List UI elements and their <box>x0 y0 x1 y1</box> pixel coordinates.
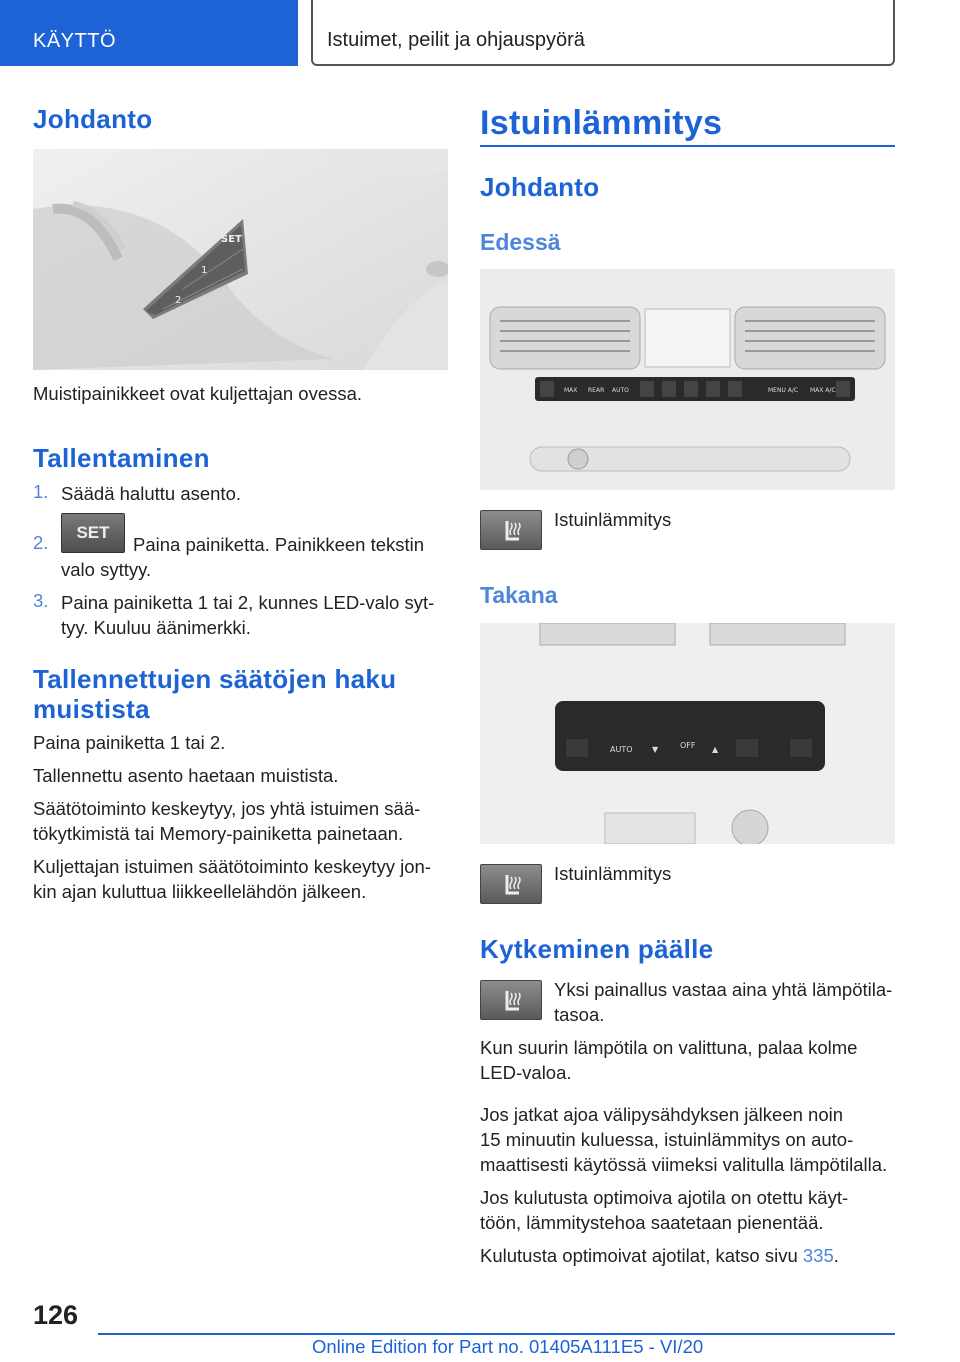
eco-mode-line1: Jos kulutusta optimoiva ajotila on otettu käyt- <box>480 1187 849 1208</box>
front-label-auto: AUTO <box>612 387 629 394</box>
rear-heading: Takana <box>480 582 558 608</box>
front-label-max-ac: MAX A/C <box>810 387 836 394</box>
restart-line2: 15 minuutin kuluessa, istuinlämmitys on auto- <box>480 1129 854 1150</box>
door-memory-buttons-photo <box>33 149 448 370</box>
save-heading: Tallentaminen <box>33 443 210 473</box>
front-caption: Istuinlämmitys <box>554 509 672 530</box>
chapter-title: Istuimet, peilit ja ohjauspyörä <box>327 29 585 51</box>
step-3-text-line2: tyy. Kuuluu äänimerkki. <box>61 617 251 638</box>
seat-heating-icon-switch <box>480 980 542 1020</box>
recall-paragraph-3-line1: Säätötoiminto keskeytyy, jos yhtä istuimen sää- <box>33 798 421 819</box>
footer-rule <box>98 1333 895 1335</box>
step-1-number: 1. <box>33 481 49 502</box>
recall-heading-line2: muistista <box>33 694 150 724</box>
step-2-number: 2. <box>33 532 49 553</box>
set-button-icon: SET <box>61 513 125 553</box>
rear-label-auto: AUTO <box>610 745 633 754</box>
section-tab <box>0 0 298 66</box>
step-2-text-line2: valo syttyy. <box>61 559 152 580</box>
recall-paragraph-3-line2: tökytkimistä tai Memory-painiketta painetaan. <box>33 823 404 844</box>
max-temp-line2: LED-valoa. <box>480 1062 572 1083</box>
recall-paragraph-4-line2: kin ajan kuluttua liikkeellelähdön jälkeen. <box>33 881 367 902</box>
switch-on-text-line2: tasoa. <box>554 1004 605 1025</box>
seat-heating-icon-rear <box>480 864 542 904</box>
step-3-text-line1: Paina painiketta 1 tai 2, kunnes LED-valo syt- <box>61 592 435 613</box>
front-label-max: MAX <box>564 387 578 394</box>
seat-heat-glyph <box>481 865 543 905</box>
switch-on-heading: Kytkeminen päälle <box>480 934 714 964</box>
recall-heading-line1: Tallennettujen säätöjen haku <box>33 664 397 694</box>
restart-line1: Jos jatkat ajoa välipysähdyksen jälkeen noin <box>480 1104 844 1125</box>
svg-text:▼: ▼ <box>652 745 659 754</box>
front-label-rear: REAR <box>588 387 605 394</box>
photo-two-label: 2 <box>175 295 182 306</box>
rear-climate-panel-photo <box>480 623 895 844</box>
switch-on-text-line1: Yksi painallus vastaa aina yhtä lämpötila- <box>554 979 893 1000</box>
step-2-text-line1: Paina painiketta. Painikkeen tekstin <box>133 534 425 555</box>
door-photo-illustration <box>33 149 448 370</box>
chapter-tab <box>311 0 895 66</box>
seat-heat-glyph <box>481 981 543 1021</box>
front-label-menu-ac: MENU A/C <box>768 387 799 394</box>
section-title: KÄYTTÖ <box>33 30 117 52</box>
title-underline <box>480 145 895 147</box>
right-intro-heading: Johdanto <box>480 172 600 202</box>
section-main-title: Istuinlämmitys <box>480 104 723 142</box>
photo-set-label: SET <box>221 234 242 245</box>
eco-mode-line2: töön, lämmitystehoa saatetaan pienentää. <box>480 1212 824 1233</box>
seat-heating-icon-front <box>480 510 542 550</box>
intro-heading: Johdanto <box>33 104 153 134</box>
see-page-text: Kulutusta optimoivat ajotilat, katso sivu <box>480 1245 803 1266</box>
step-3-number: 3. <box>33 590 49 611</box>
recall-paragraph-4-line1: Kuljettajan istuimen säätötoiminto keskeytyy jon- <box>33 856 431 877</box>
restart-line3: maattisesti käytössä viimeksi valitulla lämpötilalla. <box>480 1154 888 1175</box>
rear-caption: Istuinlämmitys <box>554 863 672 884</box>
recall-paragraph-1: Paina painiketta 1 tai 2. <box>33 732 226 753</box>
front-climate-panel-photo <box>480 269 895 490</box>
front-panel-illustration <box>480 269 895 490</box>
recall-paragraph-2: Tallennettu asento haetaan muistista. <box>33 765 339 786</box>
see-page-end: . <box>833 1245 839 1266</box>
front-heading: Edessä <box>480 229 561 255</box>
page-link-335[interactable]: 335 <box>802 1245 834 1266</box>
photo-caption: Muistipainikkeet ovat kuljettajan ovessa. <box>33 383 363 404</box>
step-1-text: Säädä haluttu asento. <box>61 483 242 504</box>
max-temp-line1: Kun suurin lämpötila on valittuna, palaa kolme <box>480 1037 858 1058</box>
see-page-paragraph <box>480 1243 839 1268</box>
rear-panel-illustration <box>480 623 895 844</box>
rear-label-off: OFF <box>680 741 696 750</box>
page-number: 126 <box>33 1300 79 1330</box>
svg-text:▲: ▲ <box>712 745 719 754</box>
seat-heat-glyph <box>481 511 543 551</box>
edition-text: Online Edition for Part no. 01405A111E5 - VI/20 <box>312 1336 704 1357</box>
photo-one-label: 1 <box>201 265 208 276</box>
